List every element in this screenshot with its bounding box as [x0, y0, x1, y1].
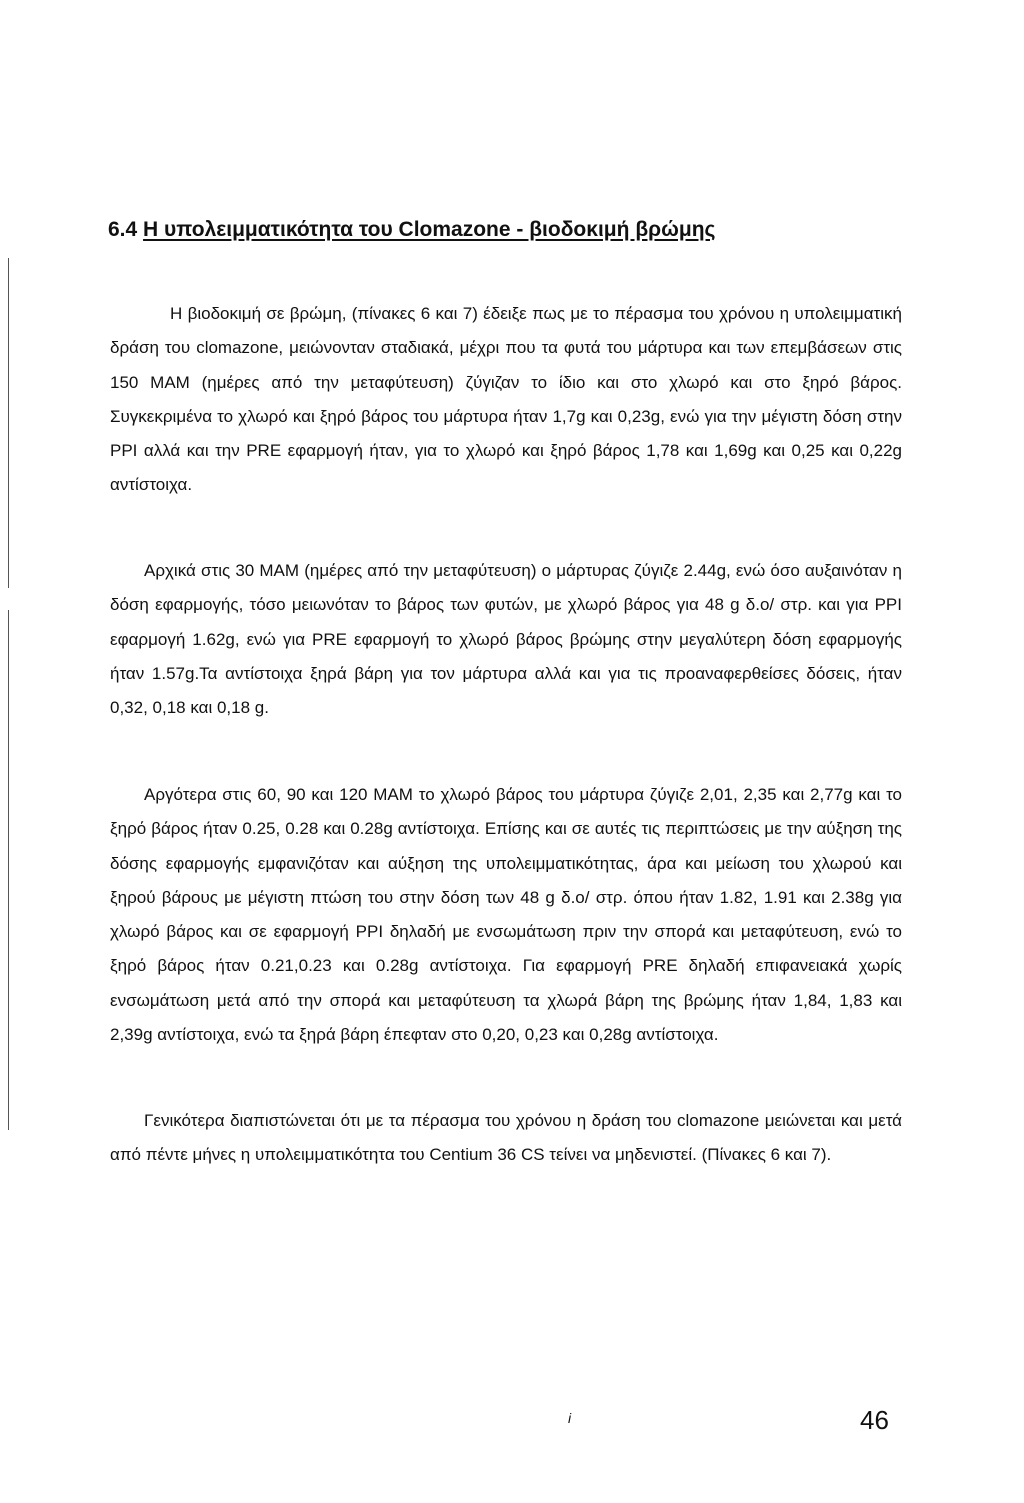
margin-rule-lower [8, 610, 9, 1130]
paragraph-1-block [110, 297, 902, 503]
paragraph-4-block [110, 1104, 902, 1173]
paragraph: Αρχικά στις 30 MAM (ημέρες από την μεταφύτευση) ο μάρτυρας ζύγιζε 2.44g, ενώ όσο αυξαινόταν η δόση εφαρμογής, τόσο μειωνόταν το βάρος των φυτών, με χλωρό βάρος για 48 g δ.ο/ στρ. και για PPI εφαρμογή 1.62g, ενώ για PRE εφαρμογή το χλωρό βάρος βρώμης στην μεγαλύτερη δόση εφαρμογής ήταν 1.57g.Τα αντίστοιχα ξηρά βάρη για τον μάρτυρα αλλά και για τις προαναφερθείσες δόσεις, ήταν 0,32, 0,18 και 0,18 g. [110, 561, 902, 718]
section-heading [108, 218, 715, 242]
margin-rule-upper [8, 258, 9, 588]
section-title: Η υπολειμματικότητα του Clomazone - βιοδοκιμή βρώμης [143, 218, 716, 241]
paragraph: Αργότερα στις 60, 90 και 120 MAM το χλωρό βάρος του μάρτυρα ζύγιζε 2,01, 2,35 και 2,77g και το ξηρό βάρος ήταν 0.25, 0.28 και 0.28g αντίστοιχα. Επίσης και σε αυτές τις περιπτώσεις με την αύξηση της δόσης εφαρμογής εμφανιζόταν και αύξηση της υπολειμματικότητας, άρα και μείωση του χλωρού και ξηρού βάρους με μέγιστη πτώση του στην δόση των 48 g δ.ο/ στρ. όπου ήταν 1.82, 1.91 και 2.38g για χλωρό βάρος και σε εφαρμογή PPI δηλαδή με ενσωμάτωση πριν την σπορά και μεταφύτευση, ενώ το ξηρό βάρος ήταν 0.21,0.23 και 0.28g αντίστοιχα. Για εφαρμογή PRE δηλαδή επιφανειακά χωρίς ενσωμάτωση μετά από την σπορά και μεταφύτευση τα χλωρά βάρη της βρώμης ήταν 1,84, 1,83 και 2,39g αντίστοιχα, ενώ τα ξηρά βάρη έπεφταν στο 0,20, 0,23 και 0,28g αντίστοιχα. [110, 785, 902, 1045]
paragraph: Η βιοδοκιμή σε βρώμη, (πίνακες 6 και 7) έδειξε πως με το πέρασμα του χρόνου η υπολειμματική δράση του clomazone, μειώνονταν σταδιακά, μέχρι που τα φυτά του μάρτυρα και των επεμβάσεων στις 150 MAM (ημέρες από την μεταφύτευση) ζύγιζαν το ίδιο και στο χλωρό και στο ξηρό βάρος. Συγκεκριμένα το χλωρό και ξηρό βάρος του μάρτυρα ήταν 1,7g και 0,23g, ενώ για την μέγιστη δόση στην PPI αλλά και την PRE εφαρμογή ήταν, για το χλωρό και ξηρό βάρος 1,78 και 1,69g και 0,25 και 0,22g αντίστοιχα. [110, 304, 902, 495]
paragraph-3-block [110, 778, 902, 1052]
footer-mark: i [568, 1410, 572, 1426]
paragraph-2-block [110, 554, 902, 725]
paragraph: Γενικότερα διαπιστώνεται ότι με τα πέρασμα του χρόνου η δράση του clomazone μειώνεται και μετά από πέντε μήνες η υπολειμματικότητα του Centium 36 CS τείνει να μηδενιστεί. (Πίνακες 6 και 7). [110, 1111, 902, 1165]
section-number: 6.4 [108, 218, 138, 241]
page-number: 46 [860, 1405, 889, 1435]
